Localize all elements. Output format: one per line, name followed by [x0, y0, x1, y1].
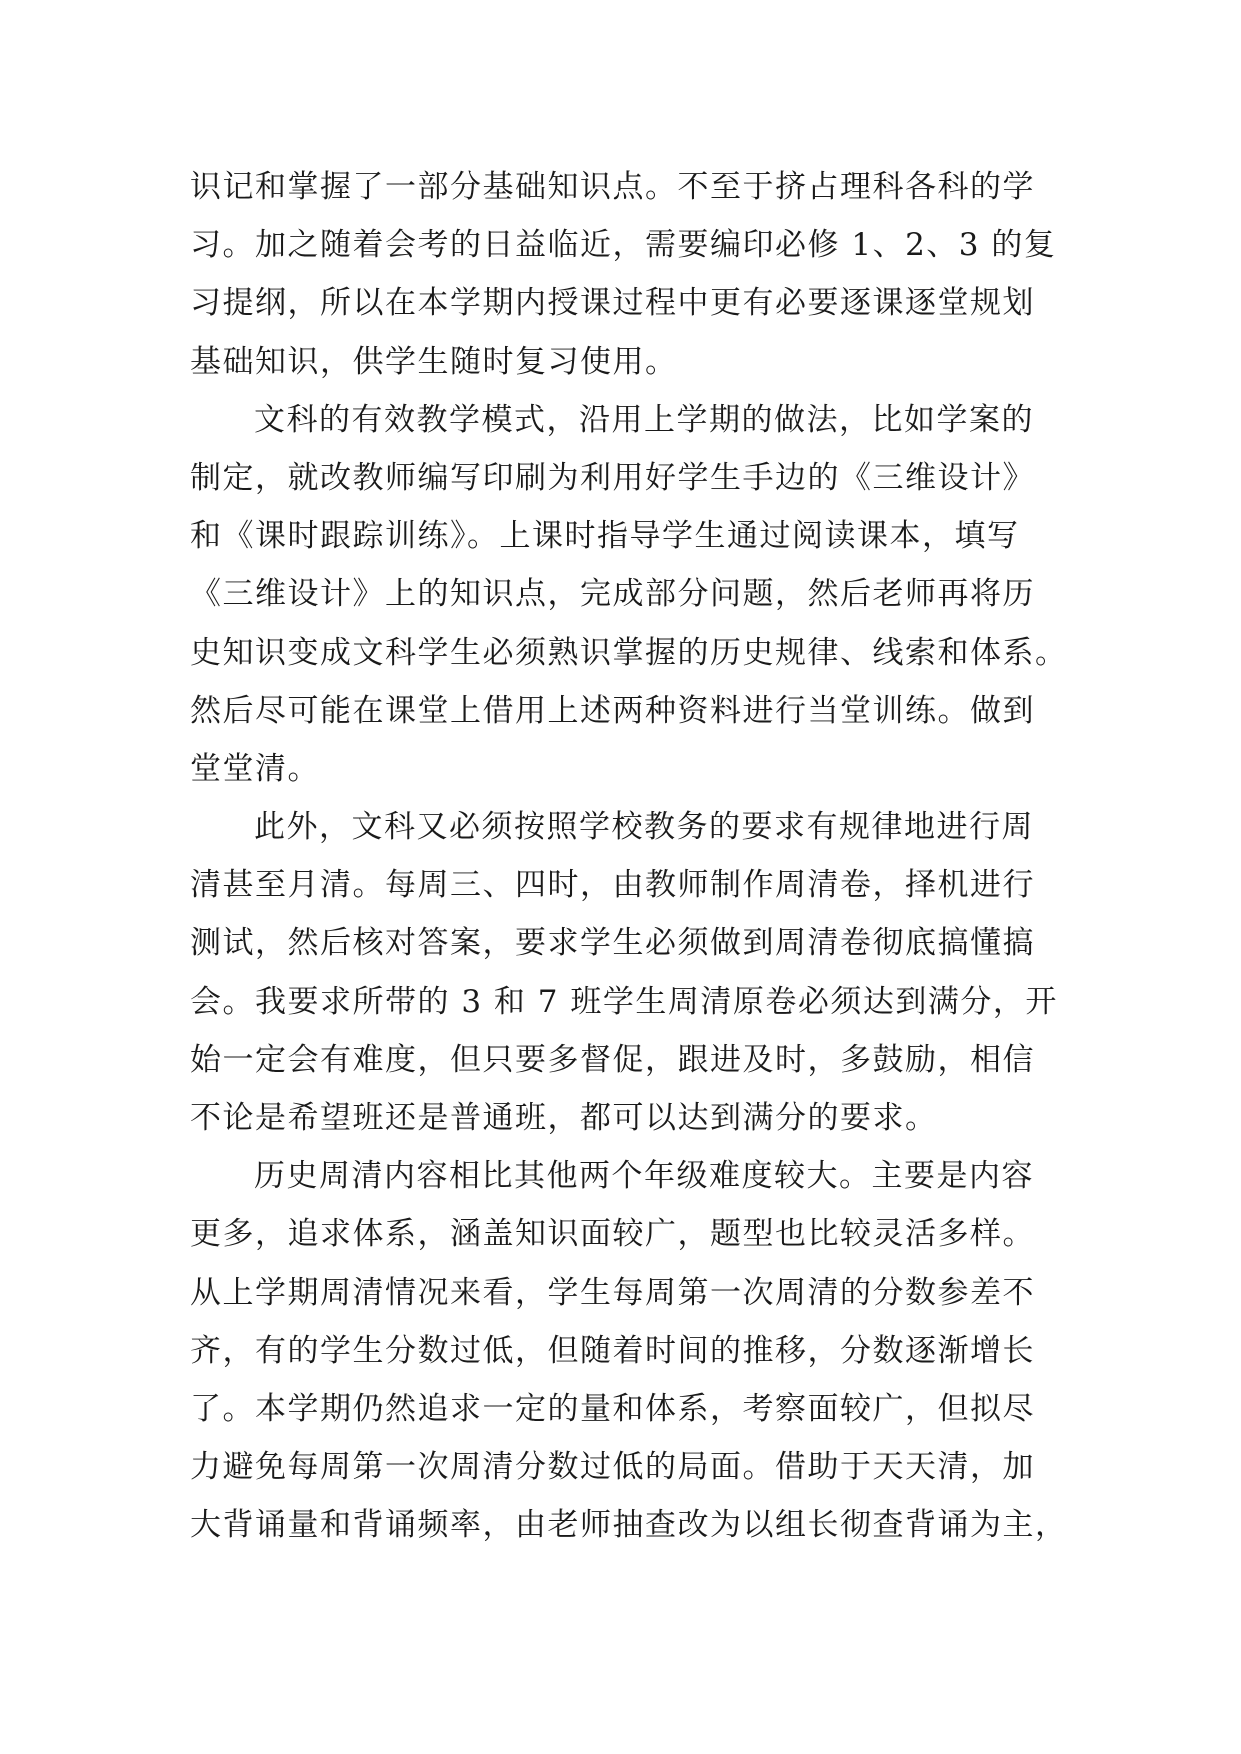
text-line: 了。本学期仍然追求一定的量和体系，考察面较广，但拟尽	[190, 1390, 1035, 1427]
text-line: 然后尽可能在课堂上借用上述两种资料进行当堂训练。做到	[190, 692, 1035, 729]
text-line: 文科的有效教学模式，沿用上学期的做法，比如学案的	[254, 401, 1034, 438]
text-line: 大背诵量和背诵频率，由老师抽查改为以组长彻查背诵为主，	[190, 1507, 1068, 1544]
text-line: 和《课时跟踪训练》。上课时指导学生通过阅读课本，填写	[190, 518, 1020, 555]
text-line: 制定，就改教师编写印刷为利用好学生手边的《三维设计》	[190, 459, 1035, 496]
text-line: 识记和掌握了一部分基础知识点。不至于挤占理科各科的学	[190, 169, 1035, 205]
text-line: 不论是希望班还是普通班，都可以达到满分的要求。	[190, 1100, 938, 1136]
text-line: 习。加之随着会考的日益临近，需要编印必修 1、2、3 的复	[190, 227, 1057, 264]
text-line: 《三维设计》上的知识点，完成部分问题，然后老师再将历	[190, 576, 1035, 613]
text-line: 基础知识，供学生随时复习使用。	[190, 343, 678, 380]
text-line: 齐，有的学生分数过低，但随着时间的推移，分数逐渐增长	[190, 1332, 1035, 1369]
text-line: 习提纲，所以在本学期内授课过程中更有必要逐课逐堂规划	[190, 285, 1035, 322]
text-line: 力避免每周第一次周清分数过低的局面。借助于天天清，加	[190, 1449, 1035, 1486]
text-line: 清甚至月清。每周三、四时，由教师制作周清卷，择机进行	[190, 867, 1035, 904]
text-line: 更多，追求体系，涵盖知识面较广，题型也比较灵活多样。	[190, 1216, 1035, 1253]
text-line: 堂堂清。	[190, 750, 320, 787]
text-line: 此外，文科又必须按照学校教务的要求有规律地进行周	[254, 809, 1034, 846]
text-line: 始一定会有难度，但只要多督促，跟进及时，多鼓励，相信	[190, 1041, 1035, 1078]
text-line: 历史周清内容相比其他两个年级难度较大。主要是内容	[254, 1158, 1034, 1195]
text-line: 测试，然后核对答案，要求学生必须做到周清卷彻底搞懂搞	[190, 925, 1035, 962]
text-line: 史知识变成文科学生必须熟识掌握的历史规律、线索和体系。	[190, 634, 1068, 671]
text-line: 从上学期周清情况来看，学生每周第一次周清的分数参差不	[190, 1274, 1035, 1311]
body-text	[190, 158, 1068, 1555]
text-line: 会。我要求所带的 3 和 7 班学生周清原卷必须达到满分，开	[190, 983, 1058, 1020]
